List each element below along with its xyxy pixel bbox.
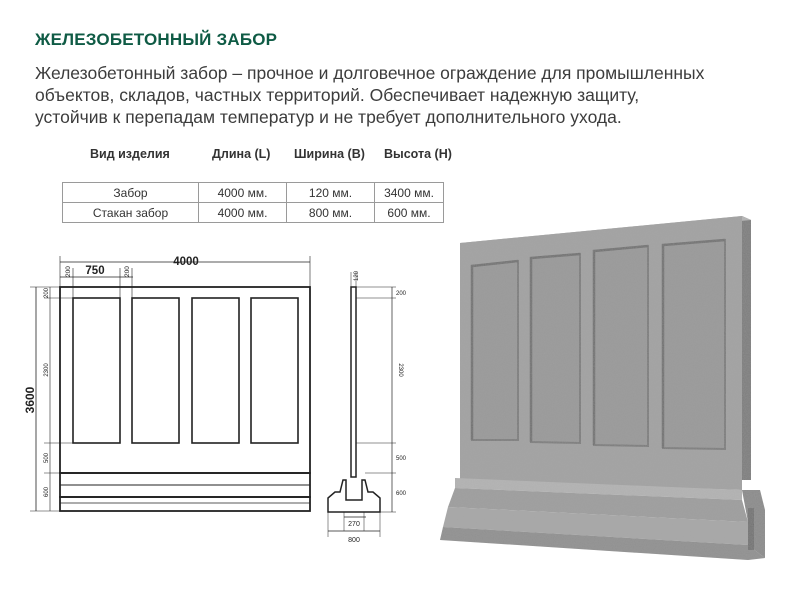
table-cell: 3400 мм. bbox=[375, 183, 444, 203]
label-total-width: 4000 bbox=[173, 256, 199, 268]
fence-panel bbox=[73, 298, 120, 443]
label-panel-width: 750 bbox=[85, 265, 105, 277]
label-total-height: 3600 bbox=[23, 386, 37, 414]
table-cell: 600 мм. bbox=[375, 203, 444, 223]
label-top-thickness: 120 bbox=[354, 270, 360, 282]
header-product-type: Вид изделия bbox=[90, 147, 170, 161]
fence-panel bbox=[251, 298, 298, 443]
fence-panel bbox=[132, 298, 179, 443]
table-cell: Стакан забор bbox=[63, 203, 199, 223]
label-side-base: 600 bbox=[44, 486, 50, 498]
panel-recess bbox=[594, 246, 648, 446]
table-cell: 800 мм. bbox=[287, 203, 375, 223]
description-line: устойчив к перепадам температур и не требует дополнительного ухода. bbox=[35, 107, 622, 127]
panel-recess bbox=[663, 240, 725, 449]
description-line: Железобетонный забор – прочное и долговечное ограждение для промышленных bbox=[35, 63, 705, 83]
label-bottom-inner: 270 bbox=[348, 521, 360, 528]
fence-outline bbox=[60, 287, 310, 473]
label-right-panel: 2300 bbox=[397, 363, 403, 377]
description-line: объектов, складов, частных территорий. Обеспечивает надежную защиту, bbox=[35, 85, 640, 105]
table-cell: 4000 мм. bbox=[199, 183, 287, 203]
table-cell: Забор bbox=[63, 183, 199, 203]
label-side-top: 200 bbox=[44, 287, 50, 299]
label-bottom-total: 800 bbox=[348, 537, 360, 544]
header-length: Длина (L) bbox=[212, 147, 271, 161]
side-wall bbox=[351, 287, 356, 477]
label-right-base: 600 bbox=[396, 491, 407, 497]
label-right-mid: 500 bbox=[396, 456, 407, 462]
header-width: Ширина (B) bbox=[294, 147, 365, 161]
base-slot bbox=[748, 508, 754, 550]
header-height: Высота (H) bbox=[384, 147, 452, 161]
panel-recess bbox=[472, 261, 518, 440]
label-gap-right: 200 bbox=[124, 266, 131, 277]
fence-panel bbox=[192, 298, 239, 443]
label-gap-left: 200 bbox=[65, 266, 72, 277]
panel-recess bbox=[531, 254, 580, 443]
side-drawing bbox=[328, 272, 396, 537]
front-drawing bbox=[30, 256, 310, 511]
panel-side-face bbox=[742, 216, 751, 480]
fence-3d-render bbox=[440, 216, 765, 560]
page-title: ЖЕЛЕЗОБЕТОННЫЙ ЗАБОР bbox=[35, 30, 278, 49]
label-side-mid: 500 bbox=[44, 452, 50, 464]
table-cell: 4000 мм. bbox=[199, 203, 287, 223]
label-side-panel: 2300 bbox=[44, 363, 50, 377]
side-base-profile bbox=[328, 480, 380, 512]
table-cell: 120 мм. bbox=[287, 183, 375, 203]
fence-foot bbox=[60, 497, 310, 511]
label-right-top: 200 bbox=[396, 291, 407, 297]
